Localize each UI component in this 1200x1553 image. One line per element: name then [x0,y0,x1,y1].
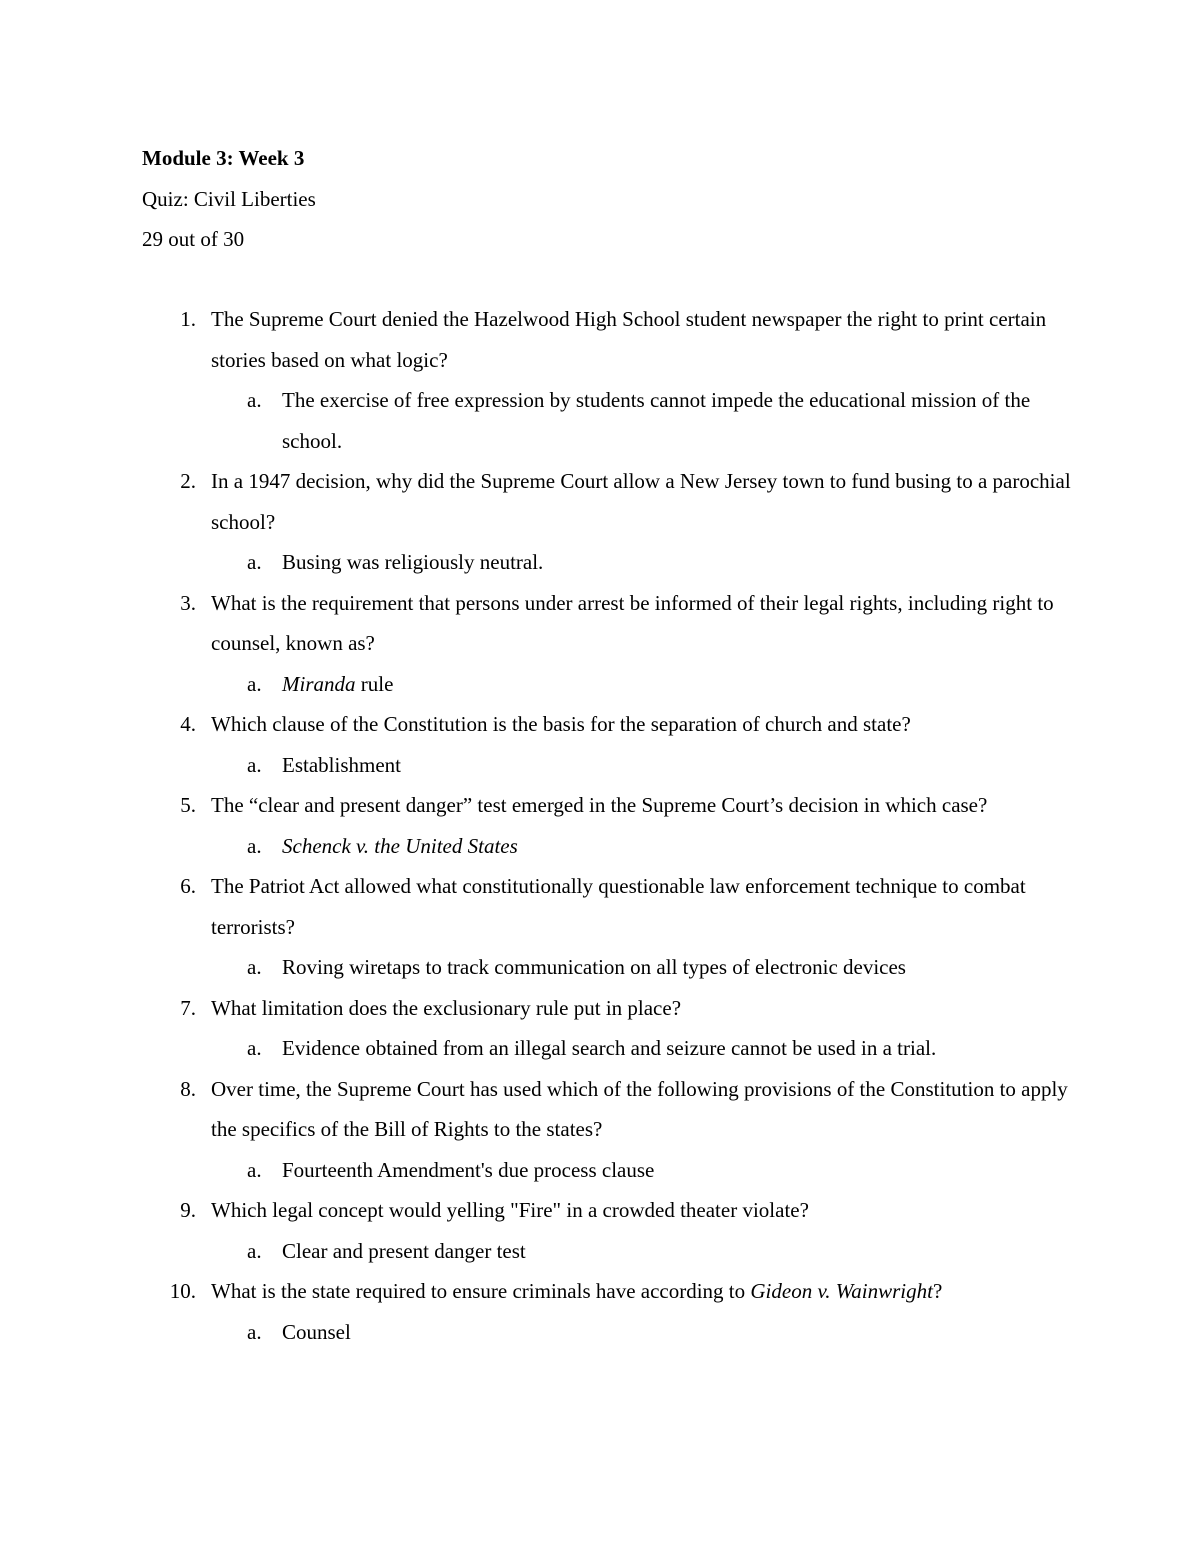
answer-italic-text: Miranda [282,671,356,696]
module-title: Module 3: Week 3 [142,146,305,170]
question-number: 2. [180,469,196,493]
question-number: 9. [180,1198,196,1222]
question-item [142,866,1082,988]
answer-letter: a. [247,833,262,858]
answer-text: Establishment [282,752,401,777]
answer-text: Busing was religiously neutral. [282,550,544,574]
answer-text: Counsel [282,1319,351,1344]
question-text: The Supreme Court denied the Hazelwood High School student newspaper the right to print certain stories based on what logic? [211,307,1047,372]
answer-text: Clear and present danger test [282,1238,526,1263]
question-text: Over time, the Supreme Court has used which of the following provisions of the Constitution to apply the specifics of the Bill of Rights to the states? [211,1076,1068,1141]
answer-letter: a. [247,1319,262,1344]
answer-letter: a. [247,752,262,777]
answer-text [282,672,393,696]
question-text: Which clause of the Constitution is the basis for the separation of church and state? [211,712,911,736]
answer-italic-text: Schenck v. the United States [282,833,518,858]
question-item [142,785,1082,866]
question-item [142,1271,1082,1352]
question-item [142,1190,1082,1271]
quiz-score: 29 out of 30 [142,227,245,251]
question-item [142,988,1082,1069]
question-text: Which legal concept would yelling "Fire" in a crowded theater violate? [211,1198,809,1222]
answer-letter: a. [247,955,262,979]
question-number: 1. [180,307,196,331]
question-number: 8. [180,1076,196,1101]
question-prefix-text: What is the state required to ensure criminals have according to [211,1279,751,1303]
question-item [142,704,1082,785]
answer-text: Fourteenth Amendment's due process clause [282,1157,655,1182]
question-italic-text: Gideon v. Wainwright [750,1279,933,1303]
question-text: In a 1947 decision, why did the Supreme Court allow a New Jersey town to fund busing to a parochial school? [211,469,1071,534]
question-number: 7. [180,995,196,1020]
answer-text: Evidence obtained from an illegal search and seizure cannot be used in a trial. [282,1036,937,1060]
answer-letter: a. [247,550,262,574]
answer-letter: a. [247,1036,262,1060]
question-number: 4. [180,712,196,736]
answer-letter: a. [247,1238,262,1263]
question-item [142,299,1082,461]
question-suffix-text: ? [932,1279,943,1303]
question-number: 10. [169,1279,196,1303]
question-number: 5. [180,793,196,817]
document-header [142,138,1082,260]
question-list [142,299,1082,1352]
quiz-name: Quiz: Civil Liberties [142,186,316,211]
answer-letter: a. [247,388,262,412]
answer-letter: a. [247,671,262,696]
question-item [142,461,1082,583]
question-text: What is the requirement that persons under arrest be informed of their legal rights, including right to counsel, known as? [211,590,1054,655]
answer-text [282,834,518,858]
question-text: The “clear and present danger” test emerged in the Supreme Court’s decision in which case? [211,793,988,817]
question-item [142,1069,1082,1191]
question-number: 3. [180,590,196,615]
question-text [211,1279,942,1303]
question-item [142,583,1082,705]
answer-text: The exercise of free expression by students cannot impede the educational mission of the school. [282,388,1031,453]
question-text: The Patriot Act allowed what constitutionally questionable law enforcement technique to combat terrorists? [211,874,1026,939]
question-number: 6. [180,874,196,898]
question-text: What limitation does the exclusionary rule put in place? [211,995,682,1020]
answer-letter: a. [247,1157,262,1182]
answer-text: Roving wiretaps to track communication on all types of electronic devices [282,955,906,979]
answer-rest-text: rule [355,671,394,696]
